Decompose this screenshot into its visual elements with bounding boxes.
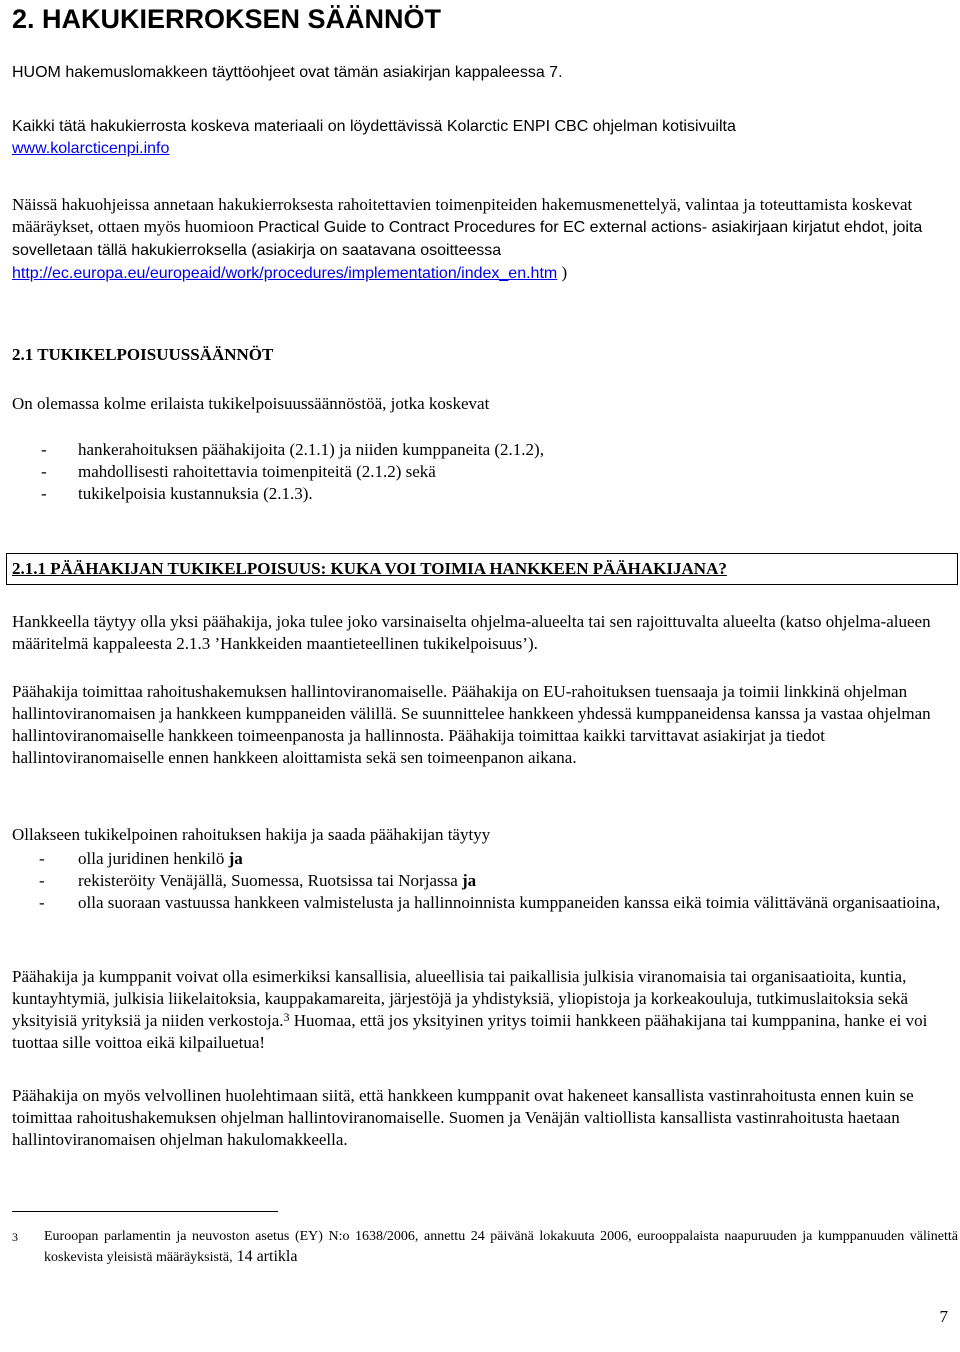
instructions-note: HUOM hakemuslomakkeen täyttöohjeet ovat tämän asiakirjan kappaleessa 7. (12, 64, 563, 81)
lead-applicant-paragraph-1: Hankkeella täytyy olla yksi päähakija, joka tulee joko varsinaiselta ohjelma-alueelta tai sen rajoittuvalta alueelta (katso ohjelma-alueen määritelmä kappaleesta 2.1.3 ’Hankkeiden maantieteellinen tukikelpoisuus’). (12, 612, 931, 653)
page-number: 7 (939, 1307, 948, 1326)
list-item: - mahdollisesti rahoitettavia toimenpiteitä (2.1.2) sekä (41, 462, 436, 481)
footnote-text: Euroopan parlamentin ja neuvoston asetus (EY) N:o 1638/2006, annettu 24 päivänä lokakuuta 2006, eurooppalaista naapuruuden ja kumppanuuden välinettä koskevista yleisistä määräyksistä, 14 artikla (44, 1229, 958, 1265)
guidance-sans-text: Practical Guide to Contract Procedures for EC external actions- asiakirjaan kirjatut ehdot, joita sovelletaan tällä hakukierroksella (asiakirja on saatavana osoitteessa (12, 219, 923, 259)
europeaid-procedures-link[interactable]: http://ec.europa.eu/europeaid/work/procedures/implementation/index_en.htm (12, 265, 558, 282)
guidance-link-tail: ) (557, 263, 568, 282)
lead-applicant-paragraph-2: Päähakija toimittaa rahoitushakemuksen hallintoviranomaiselle. Päähakija on EU-rahoituksen tuensaaja ja toimii linkkinä ohjelman hallintoviranomaisen ja hankkeen kumppaneiden välillä. Se suunnittelee hankkeen yhdessä kumppaneidensa kanssa ja vastaa ohjelman hallintoviranomaiselle hankkeen toimeenpanosta ja hallinnosta. Päähakija toimittaa kaikki tarvittavat asiakirjat ja tiedot hallintoviranomaiselle ennen hankkeen aloittamista sekä sen toimeenpanon aikana. (12, 682, 931, 767)
chapter-heading: 2. HAKUKIERROKSEN SÄÄNNÖT (12, 4, 442, 34)
footnote (12, 1227, 958, 1265)
co-financing-paragraph: Päähakija on myös velvollinen huolehtimaan siitä, että hankkeen kumppanit ovat hakeneet kansallista vastinrahoitusta ennen kuin se toimittaa rahoitushakemuksen ohjelman hallintoviranomaiselle. Suomen ja Venäjän valtiollista kansallista vastinrahoitusta haetaan hallintoviranomaisen ohjelman hakulomakkeella. (12, 1086, 914, 1149)
eligibility-requirements-intro: Ollakseen tukikelpoinen rahoituksen hakija ja saada päähakijan täytyy (12, 825, 491, 844)
list-item: - tukikelpoisia kustannuksia (2.1.3). (41, 484, 313, 503)
intro-paragraph (12, 116, 952, 160)
eligibility-rules-list (12, 439, 952, 505)
intro-text: Kaikki tätä hakukierrosta koskeva materiaali on löydettävissä Kolarctic ENPI CBC ohjelman kotisivuilta (12, 118, 736, 135)
section-2-1-1-title-box (6, 553, 958, 585)
program-website-link[interactable]: www.kolarcticenpi.info (12, 140, 170, 157)
guidance-serif-text: Näissä hakuohjeissa annetaan hakukierroksesta rahoitettavien toimenpiteiden hakemusmenettelyä, valintaa ja toteuttamista koskevat määräykset, ottaen myös huomioon (12, 195, 913, 236)
list-item: - rekisteröity Venäjällä, Suomessa, Ruotsissa tai Norjassa ja (39, 871, 477, 890)
section-2-1-1-title: 2.1.1 PÄÄHAKIJAN TUKIKELPOISUUS: KUKA VOI TOIMIA HANKKEEN PÄÄHAKIJANA? (12, 559, 727, 578)
footnote-divider (12, 1211, 278, 1212)
eligibility-requirements-list (12, 848, 952, 914)
partner-types-paragraph: Päähakija ja kumppanit voivat olla esimerkiksi kansallisia, alueellisia tai paikallisia julkisia viranomaisia tai organisaatioita, kuntia, kuntayhtymiä, julkisia liikelaitoksia, kauppakamareita, järjestöjä ja yhdistyksiä, yliopistoja ja korkeakouluja, tutkimuslaitoksia sekä yksityisiä yrityksiä ja niiden verkostoja.$^3$ Huomaa, että jos yksityinen yritys toimii hankkeen päähakijana tai kumppanina, hanke ei voi tuottaa sille voittoa eikä kilpailuetua! (12, 967, 928, 1052)
footnote-reference[interactable]: 3 (283, 1010, 290, 1024)
list-item: - olla juridinen henkilö ja (39, 849, 243, 868)
guidance-paragraph (12, 194, 952, 285)
section-2-1-intro: On olemassa kolme erilaista tukikelpoisuussäännöstöä, jotka koskevat (12, 394, 490, 413)
list-item: - hankerahoituksen päähakijoita (2.1.1) ja niiden kumppaneita (2.1.2), (41, 440, 544, 459)
list-item: - olla suoraan vastuussa hankkeen valmistelusta ja hallinnoinnista kumppaneiden kanssa eikä toimia välittävänä organisaatioina, (39, 893, 941, 912)
section-2-1-title: 2.1 TUKIKELPOISUUSSÄÄNNÖT (12, 345, 274, 364)
footnote-number: 3 (12, 1230, 18, 1244)
